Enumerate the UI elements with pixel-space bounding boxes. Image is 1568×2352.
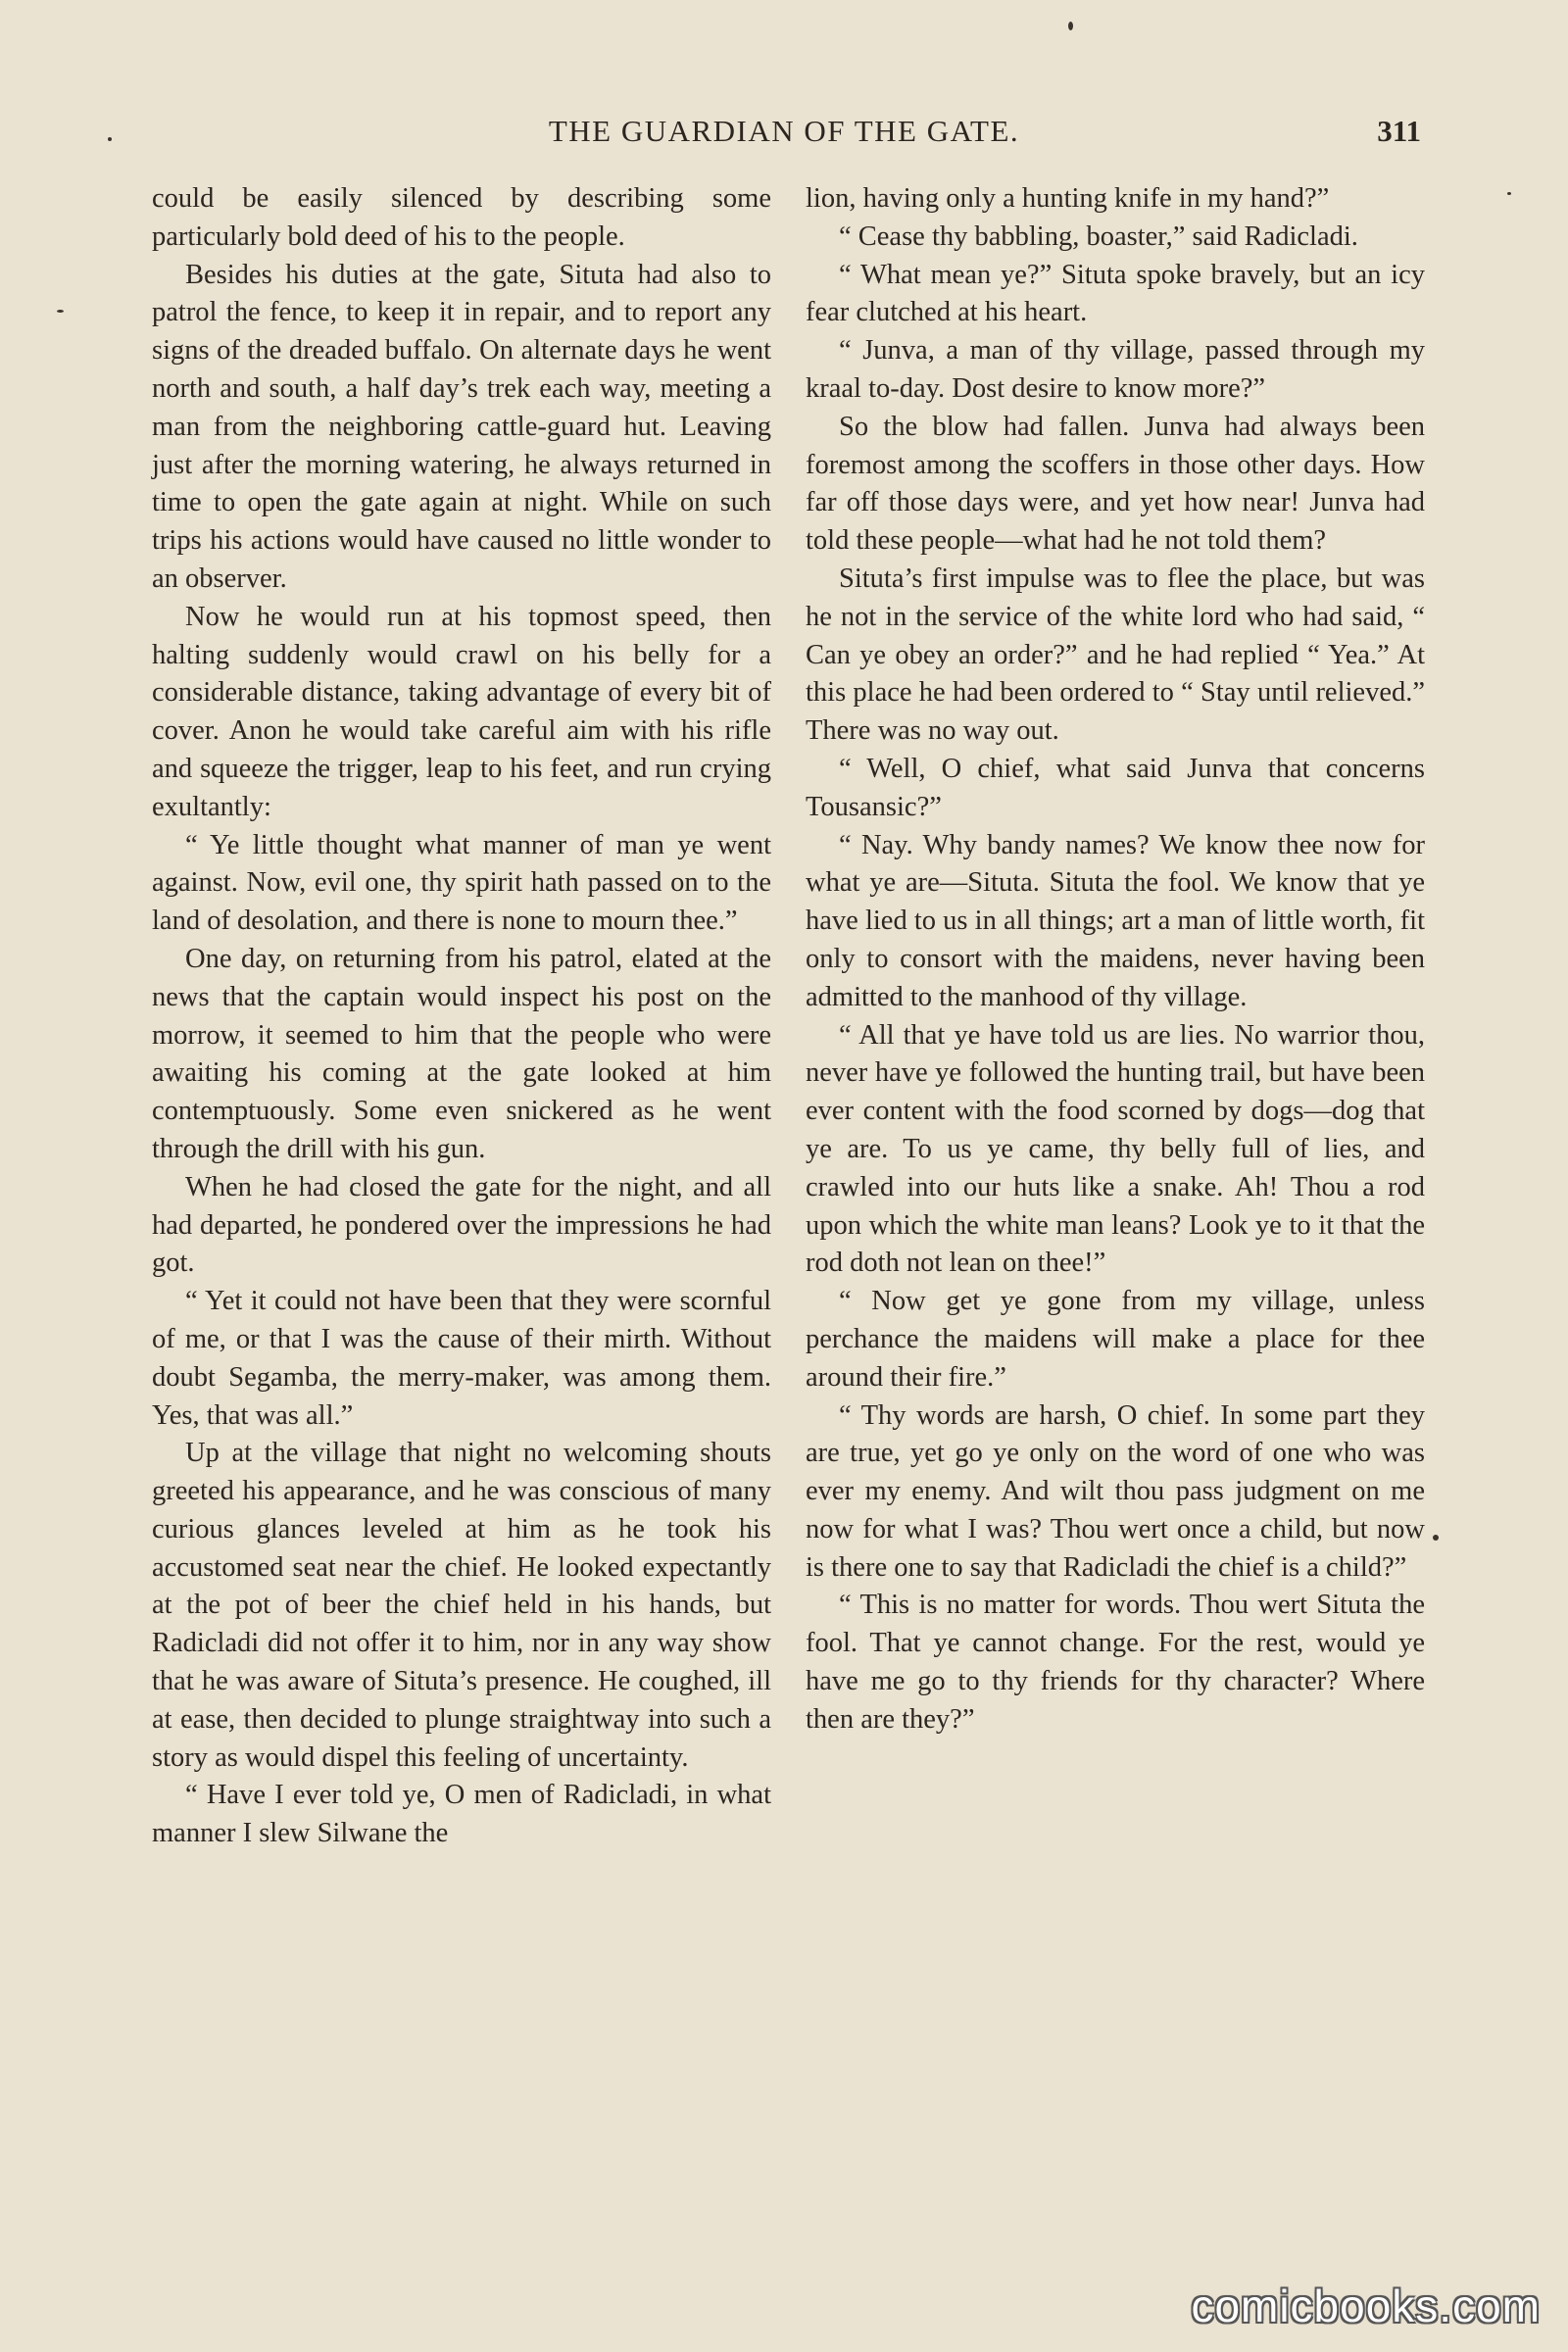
ink-speck <box>57 310 64 313</box>
paragraph: “ Ye little thought what manner of man ye went against. Now, evil one, thy spirit hath passed on to the land of desolation, and there is none to mourn thee.” <box>152 829 771 937</box>
paragraph: “ Junva, a man of thy village, passed through my kraal to-day. Dost desire to know more?” <box>806 335 1425 404</box>
paragraph: “ Yet it could not have been that they were scornful of me, or that I was the cause of their mirth. Without doubt Segamba, the merry-maker, was among them. Yes, that was all.” <box>152 1286 771 1431</box>
paragraph: “ Nay. Why bandy names? We know thee now for what ye are—Situta. Situta the fool. We know that ye have lied to us in all things; art a man of little worth, fit only to consort with the maidens, never having been admitted to the manhood of thy village. <box>806 829 1425 1012</box>
paragraph: Situta’s first impulse was to flee the place, but was he not in the service of the white lord who had said, “ Can ye obey an order?” and he had replied “ Yea.” At this place he had been ordered to “ Stay until relieved.” There was no way out. <box>806 563 1425 747</box>
ink-speck <box>108 137 112 141</box>
paragraph: One day, on returning from his patrol, elated at the news that the captain would inspect his post on the morrow, it seemed to him that the people who were awaiting his coming at the gate looked at him contemptuously. Some even snickered as he went through the drill with his gun. <box>152 943 771 1164</box>
running-head <box>147 110 1421 155</box>
paragraph: “ Cease thy babbling, boaster,” said Radicladi. <box>839 220 1358 252</box>
paragraph: Up at the village that night no welcoming shouts greeted his appearance, and he was conscious of many curious glances leveled at him as he took his accustomed seat near the chief. He looked expectantly at the pot of beer the chief held in his hands, but Radicladi did not offer it to him, nor in any way show that he was aware of Situta’s presence. He coughed, ill at ease, then decided to plunge straightway into such a story as would dispel this feeling of uncertainty. <box>152 1438 771 1773</box>
paragraph: “ Now get ye gone from my village, unless perchance the maidens will make a place for thee around their fire.” <box>806 1286 1425 1393</box>
ink-speck <box>1507 192 1511 195</box>
paragraph: lion, having only a hunting knife in my hand?” <box>806 183 1330 214</box>
paragraph: Besides his duties at the gate, Situta had also to patrol the fence, to keep it in repair, and to report any signs of the dreaded buffalo. On alternate days he went north and south, a half day’s trek each way, meeting a man from the neighboring cattle-guard hut. Leaving just after the morning watering, he always returned in time to open the gate again at night. While on such trips his actions would have caused no little wonder to an observer. <box>152 259 771 594</box>
right-column <box>806 180 1425 1740</box>
paragraph: When he had closed the gate for the night, and all had departed, he pondered over the impressions he had got. <box>152 1171 771 1279</box>
page-number: 311 <box>1377 114 1421 148</box>
paragraph: could be easily silenced by describing some particularly bold deed of his to the people. <box>152 183 771 252</box>
paragraph: “ This is no matter for words. Thou wert Situta the fool. That ye cannot change. For the rest, would ye have me go to thy friends for thy character? Where then are they?” <box>806 1590 1425 1735</box>
paragraph: Now he would run at his topmost speed, then halting suddenly would crawl on his belly for a considerable distance, taking advantage of every bit of cover. Anon he would take careful aim with his rifle and squeeze the trigger, leap to his feet, and run crying exultantly: <box>152 601 771 822</box>
paragraph: “ Have I ever told ye, O men of Radicladi, in what manner I slew Silwane the <box>152 1780 771 1849</box>
paragraph: “ Thy words are harsh, O chief. In some part they are true, yet go ye only on the word of one who was ever my enemy. And wilt thou pass judgment on me now for what I was? Thou wert once a child, but now is there one to say that Radicladi the chief is a child?” <box>806 1399 1425 1583</box>
running-title: THE GUARDIAN OF THE GATE. <box>548 114 1020 148</box>
ink-speck <box>1433 1535 1439 1541</box>
watermark: comicbooks.com <box>1191 2280 1541 2331</box>
ink-speck <box>1068 22 1073 30</box>
paragraph: “ Well, O chief, what said Junva that concerns Tousansic?” <box>806 753 1425 822</box>
left-column <box>152 180 771 1853</box>
paragraph: “ What mean ye?” Situta spoke bravely, but an icy fear clutched at his heart. <box>806 259 1425 328</box>
paragraph: So the blow had fallen. Junva had always been foremost among the scoffers in those other days. How far off those days were, and yet how near! Junva had told these people—what had he not told them? <box>806 411 1425 557</box>
paragraph: “ All that ye have told us are lies. No warrior thou, never have ye followed the hunting trail, but have been ever content with the food scorned by dogs—dog that ye are. To us ye came, thy belly full of lies, and crawled into our huts like a snake. Ah! Thou a rod upon which the white man leans? Look ye to it that the rod doth not lean on thee!” <box>806 1019 1425 1279</box>
